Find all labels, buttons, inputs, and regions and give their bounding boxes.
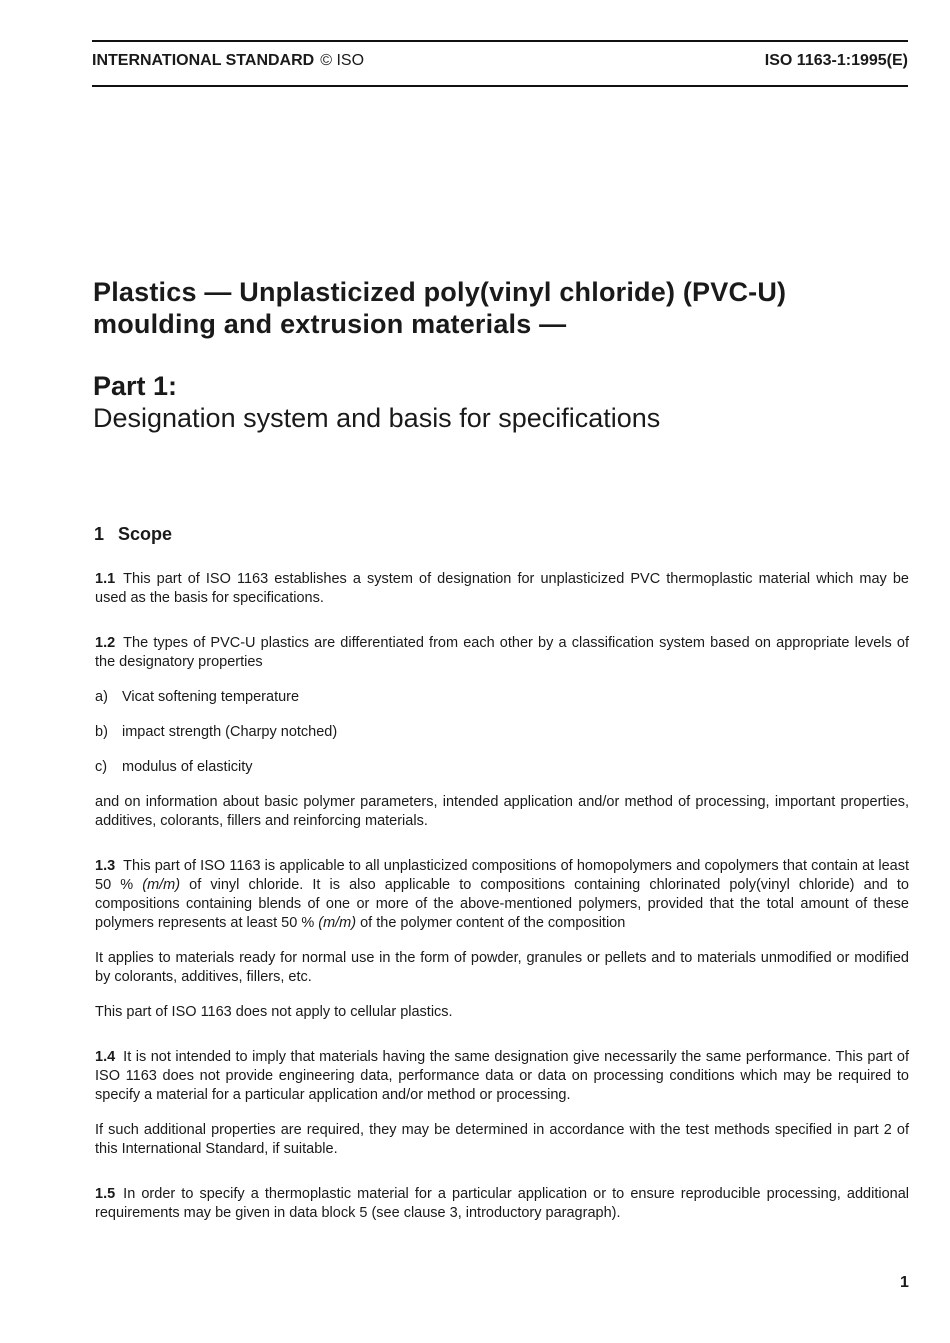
header-document-id: ISO 1163-1:1995(E): [764, 52, 908, 69]
list-text: impact strength (Charpy notched): [122, 724, 338, 740]
list-text: modulus of elasticity: [122, 759, 253, 775]
list-marker: a): [95, 689, 108, 705]
clause-1-3-paragraph-2: It applies to materials ready for normal use in the form of powder, granules or pellets and to materials unmodified or modified by colorants, additives, fillers, etc.: [95, 950, 909, 985]
section-body: [95, 570, 909, 1223]
clause-1-2-continuation: and on information about basic polymer parameters, intended application and/or method of processing, important properties, additives, colorants, fillers and reinforcing materials.: [95, 794, 909, 829]
clause-text: It is not intended to imply that materials having the same designation give necessarily the same performance. This part of ISO 1163 does not provide engineering data, performance data or data on processing conditions which may be required to specify a material for a particular application and/or method or processing.: [95, 1049, 909, 1103]
clause-text: In order to specify a thermoplastic material for a particular application or to ensure reproducible processing, additional requirements may be given in data block 5 (see clause 3, introductory paragraph).: [95, 1186, 909, 1221]
part-label: Part 1:: [93, 371, 178, 401]
clause-number: 1.3: [95, 858, 116, 874]
header-rule-top: [92, 40, 908, 42]
section-title: Scope: [118, 524, 173, 544]
list-item: [95, 758, 909, 777]
clause-1-2: [95, 634, 909, 672]
clause-number: 1.4: [95, 1049, 116, 1065]
list-text: Vicat softening temperature: [122, 689, 300, 705]
list-marker: b): [95, 724, 108, 740]
list-item: [95, 723, 909, 742]
clause-1-5: [95, 1185, 909, 1223]
clause-number: 1.5: [95, 1186, 116, 1202]
list-item: [95, 688, 909, 707]
clause-text: of the polymer content of the composition: [356, 915, 626, 931]
header-standard-label: INTERNATIONAL STANDARD: [92, 52, 315, 69]
part-subtitle: Designation system and basis for specifications: [93, 403, 661, 433]
title-line-1: Plastics — Unplasticized poly(vinyl chloride) (PVC-U): [93, 277, 787, 307]
clause-number: 1.1: [95, 571, 116, 587]
header-rule-bottom: [92, 85, 908, 87]
list-marker: c): [95, 759, 108, 775]
clause-1-4-paragraph-2: If such additional properties are required, they may be determined in accordance with the test methods specified in part 2 of this International Standard, if suitable.: [95, 1122, 909, 1157]
clause-1-3: [95, 857, 909, 933]
page-number: 1: [900, 1274, 909, 1291]
clause-1-3-paragraph-3: This part of ISO 1163 does not apply to cellular plastics.: [95, 1004, 453, 1020]
clause-text: of vinyl chloride. It is also applicable to compositions containing chlorinated poly(vinyl chloride) and to compositions containing blends of one or more of the above-mentioned polymers, provided that the total amount of these polymers represents at least 50 %: [95, 877, 909, 931]
clause-1-4: [95, 1048, 909, 1105]
title-line-2: moulding and extrusion materials —: [93, 309, 567, 339]
section-heading-scope: [94, 524, 172, 545]
mass-fraction-unit: (m/m): [318, 915, 357, 931]
mass-fraction-unit: (m/m): [142, 877, 181, 893]
running-header: [92, 52, 908, 70]
document-title: [93, 276, 913, 340]
clause-text: This part of ISO 1163 is applicable to all unplasticized compositions of homopolymers and copolymers that contain at least 50 %: [95, 858, 909, 893]
header-copyright: © ISO: [320, 52, 365, 69]
clause-text: This part of ISO 1163 establishes a system of designation for unplasticized PVC thermoplastic material which may be used as the basis for specifications.: [95, 571, 909, 606]
clause-1-1: [95, 570, 909, 608]
clause-text: The types of PVC-U plastics are differentiated from each other by a classification system based on appropriate levels of the designatory properties: [95, 635, 909, 670]
clause-number: 1.2: [95, 635, 116, 651]
section-number: 1: [94, 524, 105, 544]
header-left: [92, 52, 364, 70]
